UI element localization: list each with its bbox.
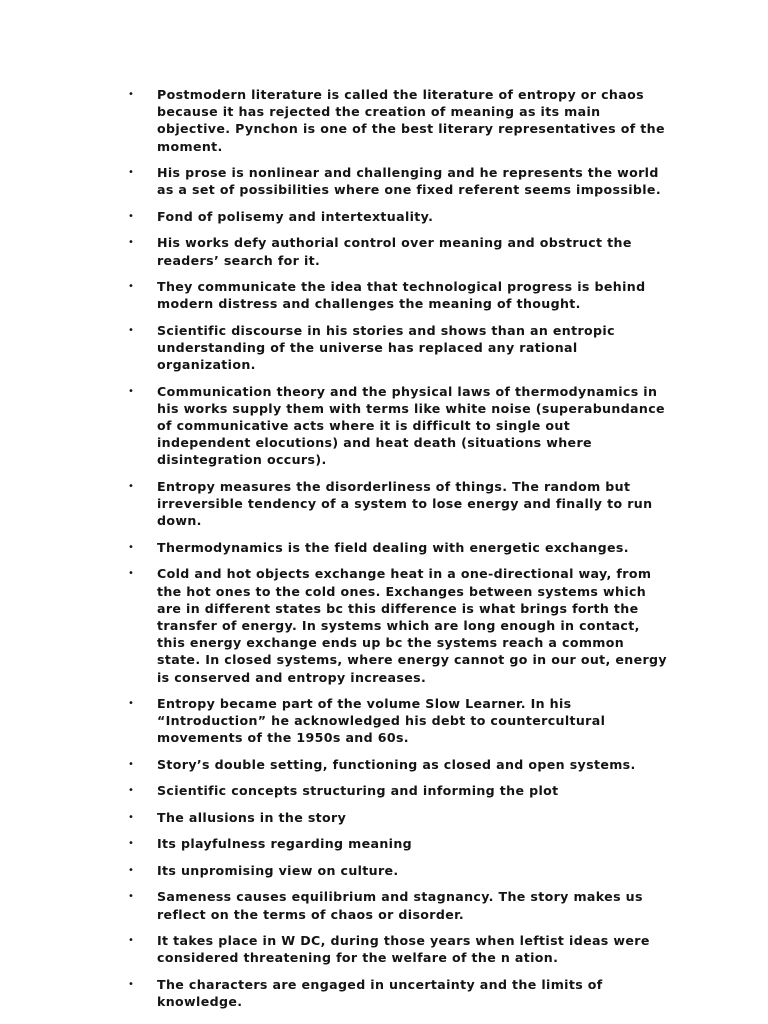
bullet-item	[128, 835, 668, 852]
bullet-text: Fond of polisemy and intertextuality.	[157, 208, 434, 224]
bullet-text: Thermodynamics is the field dealing with energetic exchanges.	[157, 539, 629, 555]
bullet-item	[128, 478, 668, 530]
bullet-icon: •	[128, 210, 135, 222]
bullet-item	[128, 695, 668, 747]
bullet-item	[128, 862, 668, 879]
bullet-text: Scientific discourse in his stories and shows than an entropic understanding of the universe has replaced any rational organization.	[157, 322, 615, 373]
bullet-item	[128, 809, 668, 826]
bullet-icon: •	[128, 811, 135, 823]
bullet-text: Story’s double setting, functioning as closed and open systems.	[157, 756, 636, 772]
bullet-icon: •	[128, 568, 135, 580]
bullet-text: Communication theory and the physical laws of thermodynamics in his works supply them with terms like white noise (superabundance of communicative acts where it is difficult to single out independent elocutions) and heat death (situations where disintegration occurs).	[157, 383, 665, 468]
bullet-icon: •	[128, 541, 135, 553]
bullet-item	[128, 888, 668, 922]
bullet-item	[128, 86, 668, 155]
bullet-text: They communicate the idea that technological progress is behind modern distress and challenges the meaning of thought.	[157, 279, 646, 312]
bullet-icon: •	[128, 237, 135, 249]
bullet-icon: •	[128, 698, 135, 710]
bullet-icon: •	[128, 864, 135, 876]
bullet-text: The allusions in the story	[157, 809, 347, 825]
bullet-list	[128, 86, 668, 1020]
bullet-text: His works defy authorial control over meaning and obstruct the readers’ search for it.	[157, 235, 632, 268]
bullet-item	[128, 932, 668, 966]
bullet-icon: •	[128, 838, 135, 850]
bullet-item	[128, 782, 668, 799]
bullet-icon: •	[128, 978, 135, 990]
bullet-item	[128, 208, 668, 225]
bullet-item	[128, 383, 668, 469]
bullet-item	[128, 976, 668, 1010]
bullet-icon: •	[128, 785, 135, 797]
bullet-icon: •	[128, 891, 135, 903]
bullet-text: Sameness causes equilibrium and stagnancy. The story makes us reflect on the terms of chaos or disorder.	[157, 889, 643, 922]
bullet-icon: •	[128, 89, 135, 100]
bullet-item	[128, 565, 668, 685]
bullet-text: Postmodern literature is called the literature of entropy or chaos because it has rejected the creation of meaning as its main objective. Pynchon is one of the best literary representatives of the moment.	[157, 87, 665, 154]
bullet-icon: •	[128, 324, 135, 336]
bullet-icon: •	[128, 385, 135, 397]
bullet-item	[128, 278, 668, 312]
bullet-text: It takes place in W DC, during those years when leftist ideas were considered threatening for the welfare of the n ation.	[157, 933, 650, 966]
bullet-text: Its playfulness regarding meaning	[157, 836, 413, 852]
bullet-icon: •	[128, 758, 135, 770]
bullet-item	[128, 539, 668, 556]
bullet-text: Entropy measures the disorderliness of things. The random but irreversible tendency of a system to lose energy and finally to run down.	[157, 478, 653, 529]
bullet-text: Cold and hot objects exchange heat in a one-directional way, from the hot ones to the cold ones. Exchanges between systems which are in different states bc this difference is what brings forth the transfer of energy. In systems which are long enough in contact, this energy exchange ends up bc the systems reach a common state. In closed systems, where energy cannot go in our out, energy is conserved and entropy increases.	[157, 566, 667, 685]
bullet-icon: •	[128, 281, 135, 293]
bullet-item	[128, 322, 668, 374]
bullet-text: Scientific concepts structuring and informing the plot	[157, 783, 559, 799]
bullet-text: The characters are engaged in uncertainty and the limits of knowledge.	[157, 976, 603, 1010]
bullet-text: Its unpromising view on culture.	[157, 862, 399, 878]
bullet-item	[128, 756, 668, 773]
bullet-icon: •	[128, 480, 135, 492]
bullet-icon: •	[128, 935, 135, 947]
bullet-text: His prose is nonlinear and challenging and he represents the world as a set of possibilities where one fixed referent seems impossible.	[157, 165, 661, 198]
bullet-icon: •	[128, 167, 135, 179]
bullet-item	[128, 234, 668, 268]
bullet-text: Entropy became part of the volume Slow Learner. In his “Introduction” he acknowledged his debt to countercultural movements of the 1950s and 60s.	[157, 696, 606, 746]
bullet-item	[128, 164, 668, 198]
